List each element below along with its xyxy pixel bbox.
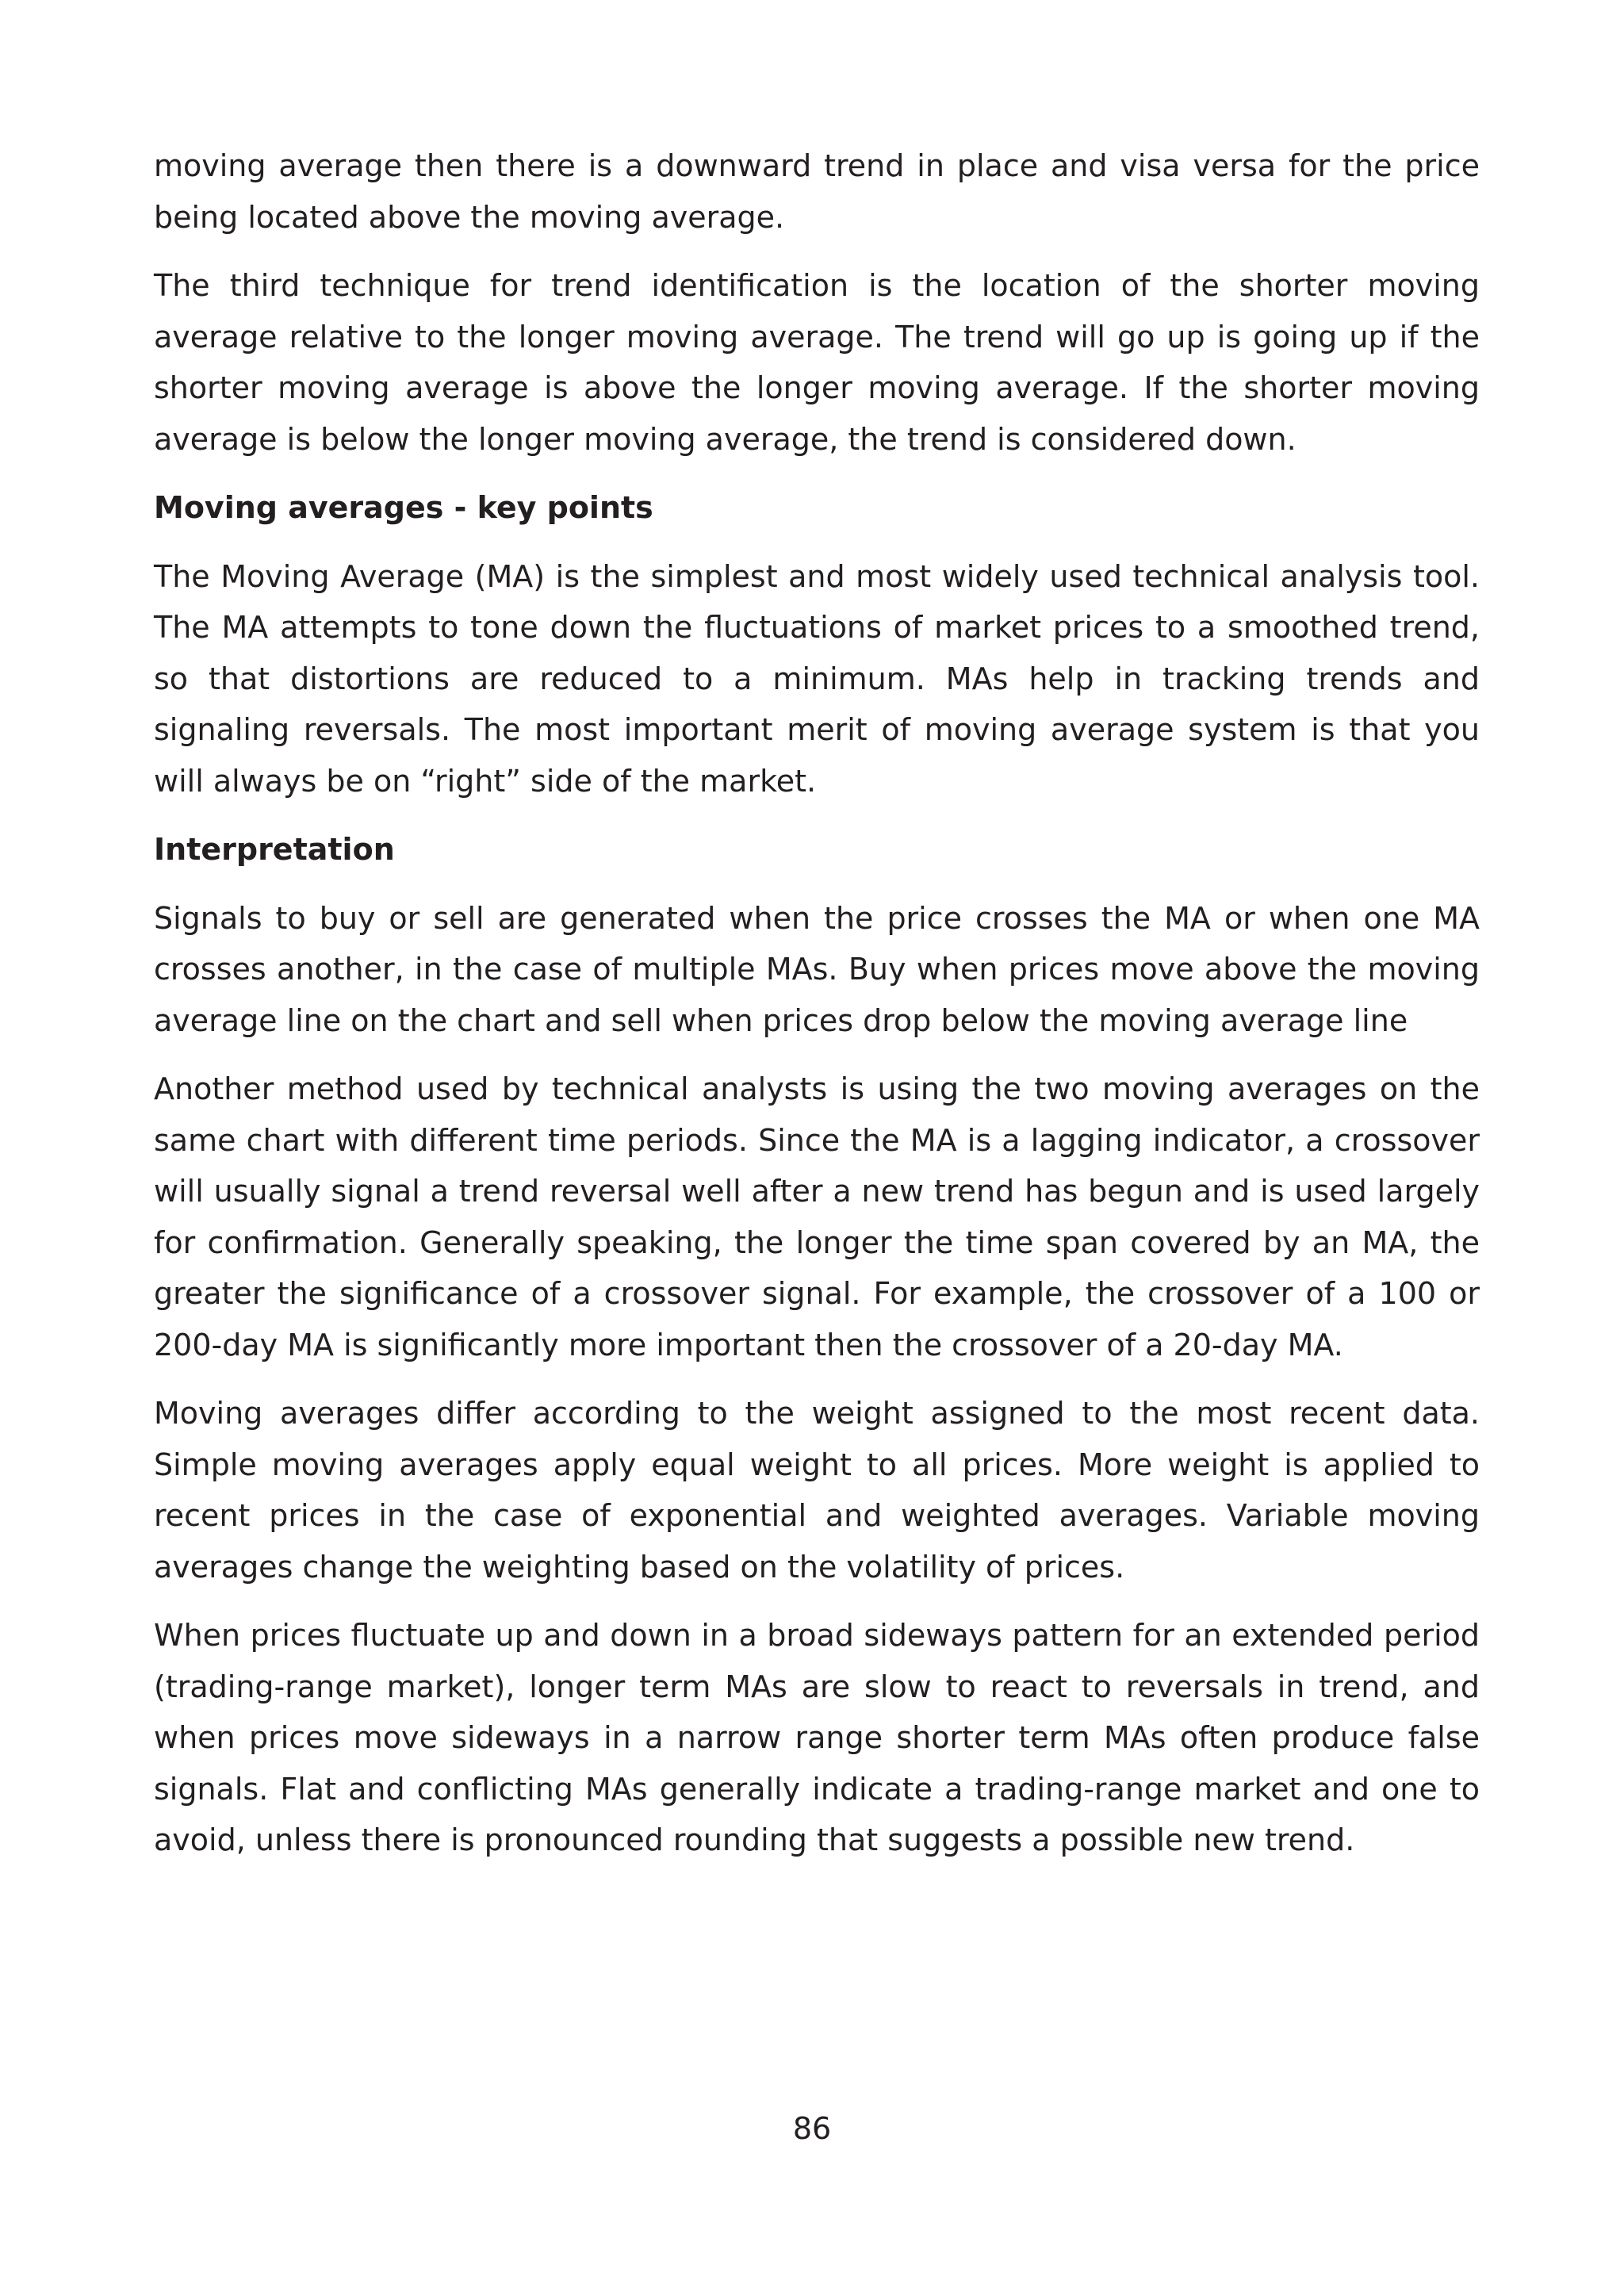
paragraph-trend-continuation: moving average then there is a downward trend in place and visa versa for the price being located above the moving average. <box>154 148 1480 235</box>
page-number: 86 <box>792 2111 832 2146</box>
heading-interpretation: Interpretation <box>154 832 395 867</box>
paragraph-trading-range: When prices fluctuate up and down in a broad sideways pattern for an extended period (trading-range market), longer term MAs are slow to react to reversals in trend, and when prices move sideways in a narrow range shorter term MAs often produce false signals. Flat and conflicting MAs generally indicate a trading-range market and one to avoid, unless there is pronounced rounding that suggests a possible new trend. <box>154 1618 1480 1857</box>
paragraph-ma-definition: The Moving Average (MA) is the simplest and most widely used technical analysis tool. The MA attempts to tone down the fluctuations of market prices to a smoothed trend, so that distortions are reduced to a minimum. MAs help in tracking trends and signaling reversals. The most important merit of moving average system is that you will always be on “right” side of the market. <box>154 558 1480 799</box>
paragraph-third-technique: The third technique for trend identification is the location of the shorter moving average relative to the longer moving average. The trend will go up is going up if the shorter moving average is above the longer moving average. If the shorter moving average is below the longer moving average, the trend is considered down. <box>154 268 1480 457</box>
page-body <box>154 140 1480 1884</box>
heading-key-points: Moving averages - key points <box>154 490 653 525</box>
paragraph-buy-sell-signals: Signals to buy or sell are generated when the price crosses the MA or when one MA crosses another, in the case of multiple MAs. Buy when prices move above the moving average line on the chart and sell when prices drop below the moving average line <box>154 900 1480 1038</box>
paragraph-weighting: Moving averages differ according to the weight assigned to the most recent data. Simple moving averages apply equal weight to all prices. More weight is applied to recent prices in the case of exponential and weighted averages. Variable moving averages change the weighting based on the volatility of prices. <box>154 1396 1480 1585</box>
paragraph-two-moving-averages: Another method used by technical analysts is using the two moving averages on the same chart with different time periods. Since the MA is a lagging indicator, a crossover will usually signal a trend reversal well after a new trend has begun and is used largely for confirmation. Generally speaking, the longer the time span covered by an MA, the greater the significance of a crossover signal. For example, the crossover of a 100 or 200-day MA is significantly more important then the crossover of a 20-day MA. <box>154 1071 1480 1362</box>
